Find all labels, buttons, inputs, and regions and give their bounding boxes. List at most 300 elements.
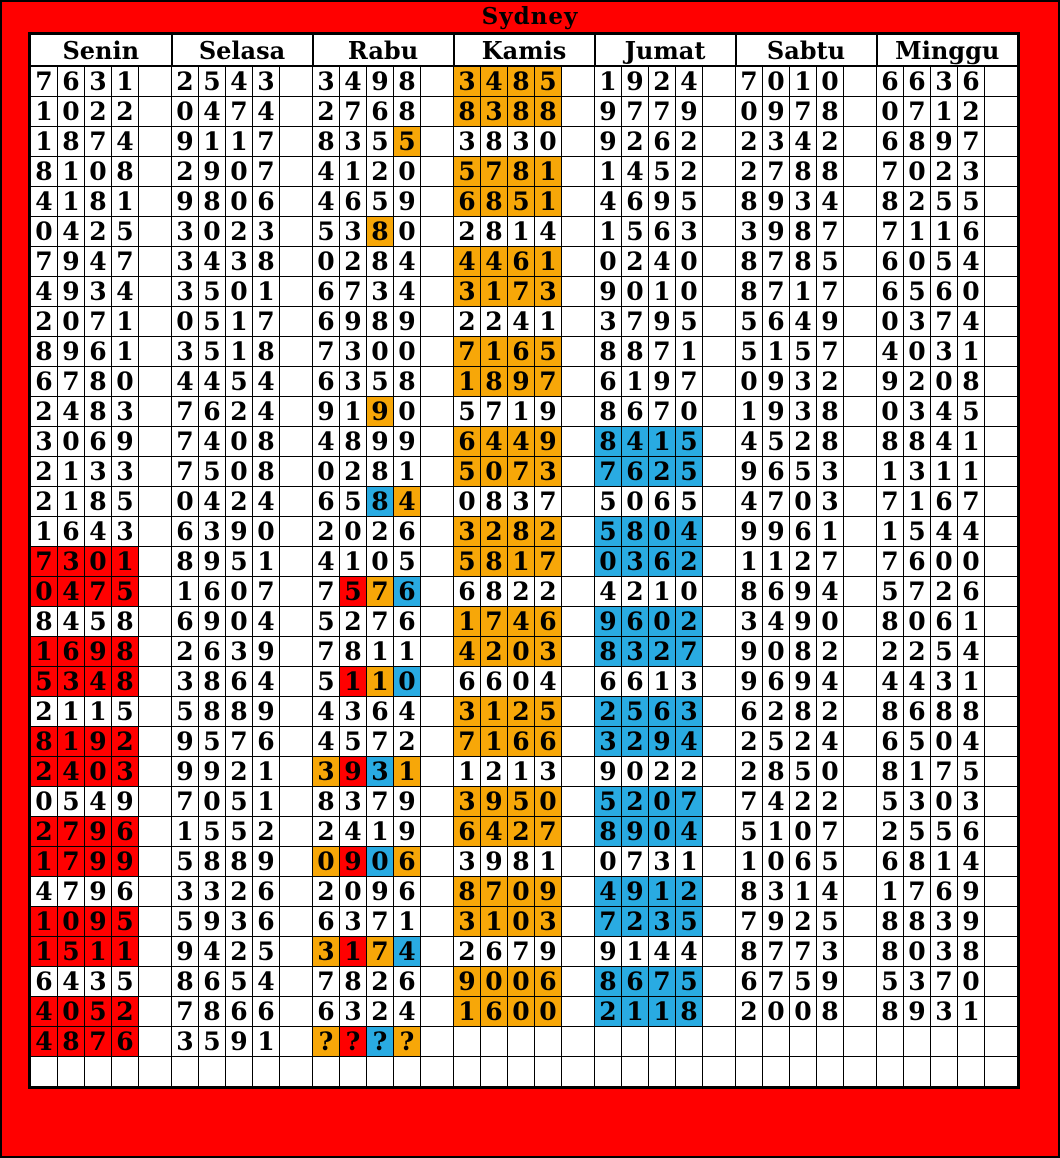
- digit-cell: 4: [394, 247, 421, 277]
- digit-cell: 5: [676, 427, 703, 457]
- digit-cell: 3: [904, 307, 931, 337]
- digit-cell: 2: [30, 757, 58, 787]
- digit-cell: 0: [535, 127, 562, 157]
- digit-cell: 5: [172, 697, 199, 727]
- digit-cell: 8: [226, 697, 253, 727]
- digit-cell: 4: [226, 66, 253, 97]
- digit-cell: 3: [340, 127, 367, 157]
- digit-cell: 4: [676, 517, 703, 547]
- spacer-cell: [139, 397, 172, 427]
- spacer-cell: [562, 727, 595, 757]
- digit-cell: [367, 1057, 394, 1088]
- digit-cell: 8: [85, 487, 112, 517]
- digit-cell: 1: [622, 997, 649, 1027]
- spacer-cell: [844, 577, 877, 607]
- digit-cell: 1: [763, 547, 790, 577]
- digit-cell: 0: [172, 97, 199, 127]
- spacer-cell: [562, 1027, 595, 1057]
- digit-cell: 6: [595, 667, 622, 697]
- digit-cell: 1: [481, 337, 508, 367]
- digit-cell: 0: [595, 847, 622, 877]
- digit-cell: 4: [112, 127, 139, 157]
- digit-cell: 4: [931, 517, 958, 547]
- digit-cell: 1: [790, 877, 817, 907]
- digit-cell: 9: [676, 97, 703, 127]
- digit-cell: 8: [199, 667, 226, 697]
- digit-cell: 9: [199, 157, 226, 187]
- result-row: [30, 907, 1019, 937]
- spacer-cell: [421, 1057, 454, 1088]
- spacer-cell: [280, 367, 313, 397]
- digit-cell: 4: [313, 157, 340, 187]
- spacer-cell: [844, 97, 877, 127]
- digit-cell: 2: [340, 607, 367, 637]
- digit-cell: 8: [394, 367, 421, 397]
- digit-cell: 7: [172, 997, 199, 1027]
- digit-cell: 2: [904, 187, 931, 217]
- spacer-cell: [421, 487, 454, 517]
- digit-cell: 9: [763, 367, 790, 397]
- digit-cell: 1: [958, 457, 985, 487]
- result-row: [30, 727, 1019, 757]
- result-row: [30, 157, 1019, 187]
- spacer-cell: [985, 787, 1019, 817]
- digit-cell: 6: [622, 967, 649, 997]
- digit-cell: 1: [676, 847, 703, 877]
- spacer-cell: [421, 247, 454, 277]
- digit-cell: 9: [595, 757, 622, 787]
- digit-cell: 5: [958, 187, 985, 217]
- digit-cell: 0: [736, 367, 763, 397]
- digit-cell: 0: [622, 757, 649, 787]
- digit-cell: 9: [367, 397, 394, 427]
- digit-cell: 4: [817, 187, 844, 217]
- digit-cell: 0: [394, 157, 421, 187]
- digit-cell: 1: [253, 787, 280, 817]
- digit-cell: 9: [394, 187, 421, 217]
- digit-cell: 8: [508, 157, 535, 187]
- digit-cell: 8: [340, 427, 367, 457]
- digit-cell: 2: [226, 937, 253, 967]
- digit-cell: 9: [790, 577, 817, 607]
- digit-cell: 2: [481, 757, 508, 787]
- digit-cell: 8: [481, 217, 508, 247]
- digit-cell: 3: [313, 757, 340, 787]
- digit-cell: 7: [226, 97, 253, 127]
- digit-cell: [226, 1057, 253, 1088]
- digit-cell: 5: [904, 277, 931, 307]
- digit-cell: 2: [340, 247, 367, 277]
- spacer-cell: [703, 367, 736, 397]
- digit-cell: 5: [226, 817, 253, 847]
- result-row: [30, 247, 1019, 277]
- spacer-cell: [985, 187, 1019, 217]
- digit-cell: 7: [367, 787, 394, 817]
- digit-cell: 3: [367, 277, 394, 307]
- digit-cell: 5: [226, 367, 253, 397]
- digit-cell: 8: [85, 187, 112, 217]
- digit-cell: 1: [904, 487, 931, 517]
- digit-cell: 6: [649, 547, 676, 577]
- spacer-cell: [844, 187, 877, 217]
- digit-cell: 3: [454, 66, 481, 97]
- digit-cell: 1: [394, 457, 421, 487]
- digit-cell: 2: [367, 157, 394, 187]
- digit-cell: 5: [199, 817, 226, 847]
- digit-cell: 1: [649, 877, 676, 907]
- spacer-cell: [421, 187, 454, 217]
- digit-cell: 3: [931, 337, 958, 367]
- digit-cell: 4: [172, 367, 199, 397]
- spacer-cell: [562, 66, 595, 97]
- digit-cell: 6: [85, 337, 112, 367]
- digit-cell: 9: [790, 667, 817, 697]
- digit-cell: 7: [676, 787, 703, 817]
- spacer-cell: [421, 967, 454, 997]
- digit-cell: 0: [367, 547, 394, 577]
- digit-cell: 4: [535, 217, 562, 247]
- digit-cell: 6: [877, 127, 904, 157]
- digit-cell: 9: [763, 97, 790, 127]
- digit-cell: 7: [367, 577, 394, 607]
- digit-cell: 1: [595, 66, 622, 97]
- digit-cell: 5: [676, 907, 703, 937]
- spacer-cell: [703, 847, 736, 877]
- result-row: [30, 1057, 1019, 1088]
- digit-cell: [676, 1027, 703, 1057]
- spacer-cell: [139, 247, 172, 277]
- spacer-cell: [844, 1027, 877, 1057]
- digit-cell: 9: [763, 217, 790, 247]
- spacer-cell: [280, 187, 313, 217]
- spacer-cell: [421, 547, 454, 577]
- spacer-cell: [844, 757, 877, 787]
- digit-cell: 8: [199, 187, 226, 217]
- digit-cell: 0: [931, 547, 958, 577]
- spacer-cell: [985, 1057, 1019, 1088]
- digit-cell: 2: [535, 517, 562, 547]
- digit-cell: 7: [817, 337, 844, 367]
- spacer-cell: [844, 817, 877, 847]
- digit-cell: 6: [535, 967, 562, 997]
- digit-cell: 5: [58, 937, 85, 967]
- digit-cell: 8: [904, 847, 931, 877]
- digit-cell: 6: [454, 817, 481, 847]
- digit-cell: 3: [736, 217, 763, 247]
- spacer-cell: [985, 397, 1019, 427]
- digit-cell: 5: [622, 217, 649, 247]
- digit-cell: 0: [394, 337, 421, 367]
- digit-cell: 4: [394, 997, 421, 1027]
- digit-cell: ?: [313, 1027, 340, 1057]
- spacer-cell: [421, 937, 454, 967]
- results-body: [30, 66, 1019, 1088]
- digit-cell: 9: [535, 397, 562, 427]
- digit-cell: 0: [313, 847, 340, 877]
- digit-cell: 0: [199, 217, 226, 247]
- spacer-cell: [844, 727, 877, 757]
- digit-cell: 7: [172, 787, 199, 817]
- digit-cell: 5: [676, 487, 703, 517]
- spacer-cell: [562, 577, 595, 607]
- spacer-cell: [421, 457, 454, 487]
- spacer-cell: [985, 847, 1019, 877]
- digit-cell: 0: [958, 277, 985, 307]
- digit-cell: 9: [481, 787, 508, 817]
- digit-cell: 2: [622, 907, 649, 937]
- digit-cell: 8: [817, 997, 844, 1027]
- digit-cell: 3: [172, 667, 199, 697]
- digit-cell: 5: [958, 757, 985, 787]
- digit-cell: 9: [340, 307, 367, 337]
- digit-cell: 5: [454, 547, 481, 577]
- digit-cell: [85, 1057, 112, 1088]
- digit-cell: 6: [877, 847, 904, 877]
- digit-cell: 3: [340, 997, 367, 1027]
- digit-cell: 2: [508, 697, 535, 727]
- digit-cell: 2: [367, 967, 394, 997]
- digit-cell: 7: [904, 877, 931, 907]
- digit-cell: 3: [172, 217, 199, 247]
- spacer-cell: [421, 667, 454, 697]
- digit-cell: 5: [595, 517, 622, 547]
- digit-cell: 5: [112, 577, 139, 607]
- digit-cell: 8: [112, 637, 139, 667]
- digit-cell: 1: [649, 997, 676, 1027]
- digit-cell: 2: [30, 457, 58, 487]
- digit-cell: 6: [763, 667, 790, 697]
- digit-cell: 0: [904, 937, 931, 967]
- digit-cell: [790, 1027, 817, 1057]
- digit-cell: 5: [199, 66, 226, 97]
- digit-cell: 0: [313, 457, 340, 487]
- result-row: [30, 637, 1019, 667]
- spacer-cell: [139, 967, 172, 997]
- digit-cell: 2: [85, 97, 112, 127]
- digit-cell: 3: [172, 1027, 199, 1057]
- digit-cell: 2: [931, 577, 958, 607]
- digit-cell: 4: [508, 607, 535, 637]
- digit-cell: 6: [394, 847, 421, 877]
- digit-cell: 3: [253, 217, 280, 247]
- spacer-cell: [139, 697, 172, 727]
- spacer-cell: [703, 337, 736, 367]
- spacer-cell: [562, 397, 595, 427]
- digit-cell: 7: [736, 66, 763, 97]
- result-row: [30, 667, 1019, 697]
- digit-cell: 3: [58, 547, 85, 577]
- digit-cell: 8: [112, 667, 139, 697]
- digit-cell: 5: [340, 727, 367, 757]
- digit-cell: 8: [199, 997, 226, 1027]
- digit-cell: 3: [904, 397, 931, 427]
- digit-cell: 2: [30, 397, 58, 427]
- digit-cell: 3: [454, 517, 481, 547]
- spacer-cell: [703, 607, 736, 637]
- digit-cell: 8: [877, 427, 904, 457]
- digit-cell: ?: [394, 1027, 421, 1057]
- digit-cell: 8: [904, 127, 931, 157]
- digit-cell: 9: [958, 907, 985, 937]
- digit-cell: 7: [253, 157, 280, 187]
- digit-cell: 3: [454, 787, 481, 817]
- page-title: Sydney: [481, 3, 579, 30]
- digit-cell: 8: [595, 967, 622, 997]
- digit-cell: 8: [931, 697, 958, 727]
- digit-cell: 0: [394, 217, 421, 247]
- digit-cell: 5: [676, 187, 703, 217]
- digit-cell: 1: [508, 397, 535, 427]
- digit-cell: 7: [931, 307, 958, 337]
- day-header-kamis: Kamis: [454, 34, 595, 67]
- digit-cell: 9: [736, 457, 763, 487]
- digit-cell: 2: [736, 157, 763, 187]
- digit-cell: 7: [622, 847, 649, 877]
- digit-cell: 3: [112, 457, 139, 487]
- digit-cell: 7: [508, 937, 535, 967]
- digit-cell: 1: [172, 577, 199, 607]
- digit-cell: 8: [253, 337, 280, 367]
- spacer-cell: [844, 937, 877, 967]
- digit-cell: 3: [535, 457, 562, 487]
- digit-cell: 6: [649, 487, 676, 517]
- digit-cell: 4: [85, 247, 112, 277]
- spacer-cell: [985, 66, 1019, 97]
- spacer-cell: [562, 937, 595, 967]
- digit-cell: 2: [790, 907, 817, 937]
- digit-cell: 2: [226, 397, 253, 427]
- digit-cell: 8: [958, 367, 985, 397]
- digit-cell: 2: [790, 427, 817, 457]
- digit-cell: 3: [931, 667, 958, 697]
- digit-cell: 8: [30, 337, 58, 367]
- digit-cell: 8: [790, 157, 817, 187]
- digit-cell: 3: [340, 697, 367, 727]
- spacer-cell: [421, 66, 454, 97]
- spacer-cell: [280, 937, 313, 967]
- spacer-cell: [421, 787, 454, 817]
- digit-cell: 9: [649, 307, 676, 337]
- digit-cell: 6: [790, 847, 817, 877]
- result-row: [30, 217, 1019, 247]
- spacer-cell: [139, 727, 172, 757]
- digit-cell: 8: [958, 697, 985, 727]
- digit-cell: 1: [931, 457, 958, 487]
- digit-cell: 9: [172, 937, 199, 967]
- spacer-cell: [280, 427, 313, 457]
- digit-cell: 1: [736, 397, 763, 427]
- digit-cell: 7: [877, 487, 904, 517]
- digit-cell: 2: [112, 997, 139, 1027]
- digit-cell: 3: [904, 787, 931, 817]
- digit-cell: 5: [199, 337, 226, 367]
- digit-cell: 9: [481, 847, 508, 877]
- spacer-cell: [985, 367, 1019, 397]
- spacer-cell: [139, 937, 172, 967]
- digit-cell: 0: [226, 157, 253, 187]
- digit-cell: 7: [535, 487, 562, 517]
- digit-cell: 1: [367, 667, 394, 697]
- digit-cell: 5: [30, 667, 58, 697]
- digit-cell: 6: [172, 517, 199, 547]
- digit-cell: 4: [199, 97, 226, 127]
- digit-cell: 5: [58, 787, 85, 817]
- spacer-cell: [985, 757, 1019, 787]
- digit-cell: 8: [226, 847, 253, 877]
- digit-cell: 6: [958, 66, 985, 97]
- digit-cell: 3: [817, 487, 844, 517]
- digit-cell: 1: [763, 337, 790, 367]
- digit-cell: 8: [112, 607, 139, 637]
- digit-cell: [649, 1027, 676, 1057]
- digit-cell: [199, 1057, 226, 1088]
- digit-cell: 4: [622, 157, 649, 187]
- spacer-cell: [421, 307, 454, 337]
- digit-cell: 7: [958, 127, 985, 157]
- digit-cell: 4: [763, 607, 790, 637]
- digit-cell: 9: [736, 637, 763, 667]
- digit-cell: 2: [226, 757, 253, 787]
- digit-cell: 4: [649, 937, 676, 967]
- digit-cell: 8: [736, 937, 763, 967]
- digit-cell: 4: [340, 66, 367, 97]
- digit-cell: 7: [904, 97, 931, 127]
- digit-cell: 5: [199, 277, 226, 307]
- digit-cell: 5: [199, 457, 226, 487]
- digit-cell: [931, 1057, 958, 1088]
- digit-cell: 5: [763, 427, 790, 457]
- digit-cell: 3: [199, 517, 226, 547]
- result-row: [30, 847, 1019, 877]
- spacer-cell: [703, 757, 736, 787]
- digit-cell: 0: [790, 997, 817, 1027]
- digit-cell: 2: [790, 547, 817, 577]
- digit-cell: [58, 1057, 85, 1088]
- spacer-cell: [139, 607, 172, 637]
- digit-cell: 1: [931, 217, 958, 247]
- digit-cell: 0: [931, 727, 958, 757]
- spacer-cell: [139, 277, 172, 307]
- digit-cell: 8: [736, 247, 763, 277]
- digit-cell: 9: [253, 847, 280, 877]
- digit-cell: 7: [112, 247, 139, 277]
- digit-cell: 1: [535, 307, 562, 337]
- digit-cell: 2: [172, 157, 199, 187]
- result-row: [30, 277, 1019, 307]
- digit-cell: 8: [508, 517, 535, 547]
- spacer-cell: [562, 97, 595, 127]
- digit-cell: 3: [454, 277, 481, 307]
- digit-cell: 4: [454, 247, 481, 277]
- spacer-cell: [844, 397, 877, 427]
- digit-cell: 7: [622, 97, 649, 127]
- spacer-cell: [844, 457, 877, 487]
- digit-cell: 0: [199, 787, 226, 817]
- digit-cell: 8: [595, 397, 622, 427]
- digit-cell: 8: [535, 97, 562, 127]
- digit-cell: 7: [226, 727, 253, 757]
- spacer-cell: [844, 547, 877, 577]
- digit-cell: 4: [676, 727, 703, 757]
- digit-cell: 4: [58, 577, 85, 607]
- digit-cell: [817, 1027, 844, 1057]
- spacer-cell: [562, 247, 595, 277]
- digit-cell: 4: [85, 667, 112, 697]
- spacer-cell: [562, 427, 595, 457]
- digit-cell: 6: [30, 367, 58, 397]
- spacer-cell: [280, 877, 313, 907]
- spacer-cell: [280, 697, 313, 727]
